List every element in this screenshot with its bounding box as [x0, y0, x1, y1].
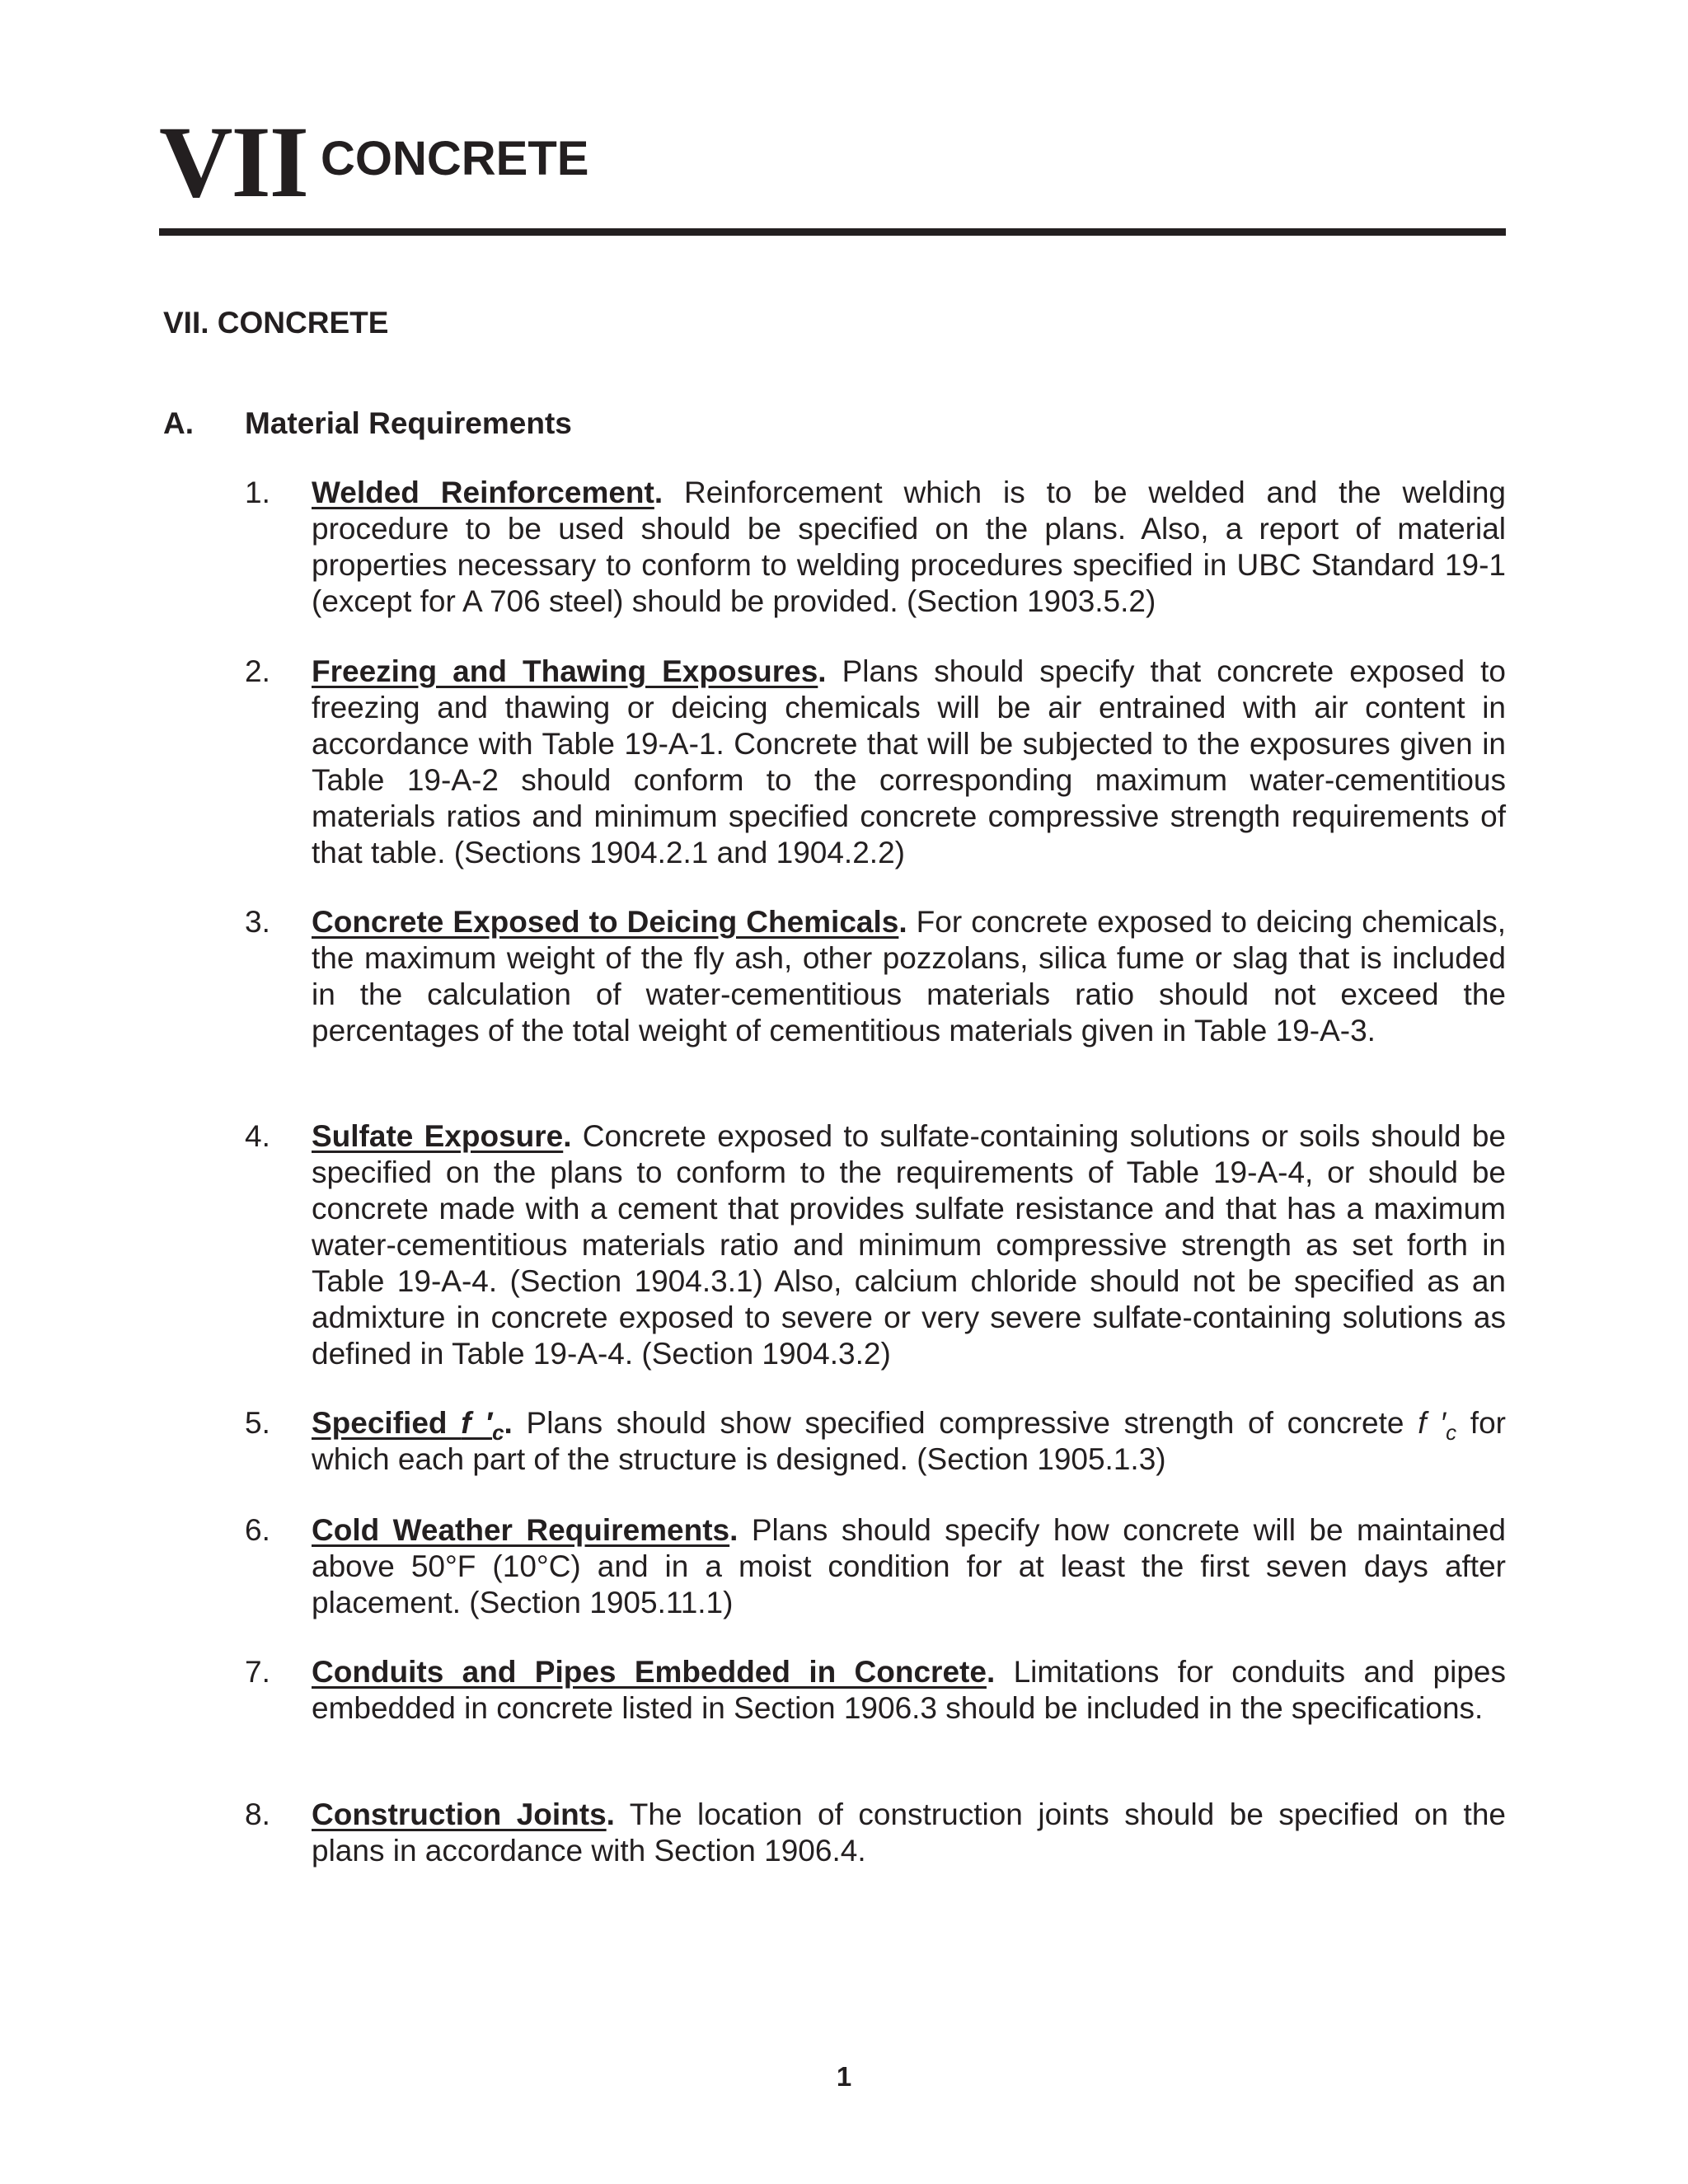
chapter-numeral: VII [159, 105, 308, 218]
item-paragraph: Cold Weather Requirements. Plans should specify how concrete will be maintained above 50°F (10°C) and in a moist condition for at least the first seven days after placement. (Section 1905.11.1) [312, 1513, 1506, 1619]
section-title: VII. CONCRETE [163, 306, 389, 340]
list-item-6 [245, 1512, 1506, 1621]
item-number: 1. [245, 476, 270, 509]
item-term: Cold Weather Requirements [312, 1513, 730, 1547]
item-text: Limitations for conduits and pipes embedded in concrete listed in Section 1906.3 should be included in the specifications. [312, 1655, 1506, 1725]
item-text: Plans should show specified compressive strength of concrete [512, 1406, 1418, 1440]
item-term: Freezing and Thawing Exposures [312, 654, 818, 688]
item-paragraph: Sulfate Exposure. Concrete exposed to sulfate-containing solutions or soils should be specified on the plans to conform to the requirements of Table 19-A-4, or should be concrete made with a cement that provides sulfate resistance and that has a maximum water-cementitious materials ratio and minimum compressive strength as set forth in Table 19-A-4. (Section 1904.3.1) Also, calcium chloride should not be specified as an admixture in concrete exposed to severe or very severe sulfate-containing solutions as defined in Table 19-A-4. (Section 1904.3.2) [312, 1119, 1506, 1371]
item-paragraph: Concrete Exposed to Deicing Chemicals. For concrete exposed to deicing chemicals, the maximum weight of the fly ash, other pozzolans, silica fume or slag that is included in the calculation of water-cementitious materials ratio should not exceed the percentages of the total weight of cementitious materials given in Table 19-A-3. [312, 905, 1506, 1047]
list-item-2 [245, 654, 1506, 871]
chapter-title: CONCRETE [321, 132, 589, 185]
item-text: For concrete exposed to deicing chemicals, the maximum weight of the fly ash, other pozzolans, silica fume or slag that is included in the calculation of water-cementitious materials ratio should not exceed the percentages of the total weight of cementitious materials given in Table 19-A-3. [312, 905, 1506, 1047]
item-paragraph: Conduits and Pipes Embedded in Concrete. Limitations for conduits and pipes embedded in concrete listed in Section 1906.3 should be included in the specifications. [312, 1655, 1506, 1725]
list-item-4 [245, 1118, 1506, 1372]
item-paragraph: Welded Reinforcement. Reinforcement which is to be welded and the welding procedure to be used should be specified on the plans. Also, a report of material properties necessary to conform to welding procedures specified in UBC Standard 19-1 (except for A 706 steel) should be provided. (Section 1903.5.2) [312, 476, 1506, 618]
list-item-8 [245, 1797, 1506, 1869]
item-text: The location of construction joints should be specified on the plans in accordance with Section 1906.4. [312, 1797, 1506, 1868]
item-number: 8. [245, 1797, 270, 1831]
item-term: Conduits and Pipes Embedded in Concrete [312, 1655, 987, 1689]
item-number: 5. [245, 1406, 270, 1440]
list-item-3 [245, 904, 1506, 1049]
subsection-letter: A. [163, 406, 194, 440]
item-paragraph: Construction Joints. The location of construction joints should be specified on the plans in accordance with Section 1906.4. [312, 1797, 1506, 1868]
item-text: Concrete exposed to sulfate-containing solutions or soils should be specified on the plans to conform to the requirements of Table 19-A-4, or should be concrete made with a cement that provides sulfate resistance and that has a maximum water-cementitious materials ratio and minimum compressive strength as set forth in Table 19-A-4. (Section 1904.3.1) Also, calcium chloride should not be specified as an admixture in concrete exposed to severe or very severe sulfate-containing solutions as defined in Table 19-A-4. (Section 1904.3.2) [312, 1119, 1506, 1371]
page-number: 1 [836, 2061, 852, 2092]
fc-symbol: f $'_c$ [461, 1406, 504, 1445]
item-number: 7. [245, 1655, 270, 1689]
list-item-7 [245, 1654, 1506, 1727]
item-term: Concrete Exposed to Deicing Chemicals [312, 905, 899, 939]
item-number: 3. [245, 905, 270, 939]
list-item-1 [245, 475, 1506, 620]
item-text: Plans should specify that concrete exposed to freezing and thawing or deicing chemicals will be air entrained with air content in accordance with Table 19-A-1. Concrete that will be subjected to the exposures given in Table 19-A-2 should conform to the corresponding maximum water-cementitious materials ratios and minimum specified concrete compressive strength requirements of that table. (Sections 1904.2.1 and 1904.2.2) [312, 654, 1506, 869]
item-text: Reinforcement which is to be welded and the welding procedure to be used should be specified on the plans. Also, a report of material properties necessary to conform to welding procedures specified in UBC Standard 19-1 (except for A 706 steel) should be provided. (Section 1903.5.2) [312, 476, 1506, 618]
item-number: 4. [245, 1119, 270, 1153]
item-term: Sulfate Exposure [312, 1119, 564, 1153]
item-paragraph: Freezing and Thawing Exposures. Plans should specify that concrete exposed to freezing and thawing or deicing chemicals will be air entrained with air content in accordance with Table 19-A-1. Concrete that will be subjected to the exposures given in Table 19-A-2 should conform to the corresponding maximum water-cementitious materials ratios and minimum specified concrete compressive strength requirements of that table. (Sections 1904.2.1 and 1904.2.2) [312, 654, 1506, 869]
item-term: Welded Reinforcement [312, 476, 654, 509]
subsection-title: Material Requirements [245, 406, 572, 440]
item-term: Construction Joints [312, 1797, 607, 1831]
item-paragraph: Specified f $'_c$. Plans should show specified compressive strength of concrete f $'_c$ for which each part of the structure is designed. (Section 1905.1.3) [312, 1406, 1506, 1476]
item-text-continued: for which each part of the structure is designed. (Section 1905.1.3) [312, 1406, 1506, 1476]
item-number: 6. [245, 1513, 270, 1547]
item-term: Specified f $'_c$ [312, 1406, 504, 1445]
list-item-5 [245, 1405, 1506, 1478]
item-number: 2. [245, 654, 270, 688]
item-text: Plans should specify how concrete will be maintained above 50°F (10°C) and in a moist condition for at least the first seven days after placement. (Section 1905.11.1) [312, 1513, 1506, 1619]
fc-symbol: f $'_c$ [1418, 1406, 1457, 1445]
heading-rule [159, 228, 1506, 236]
